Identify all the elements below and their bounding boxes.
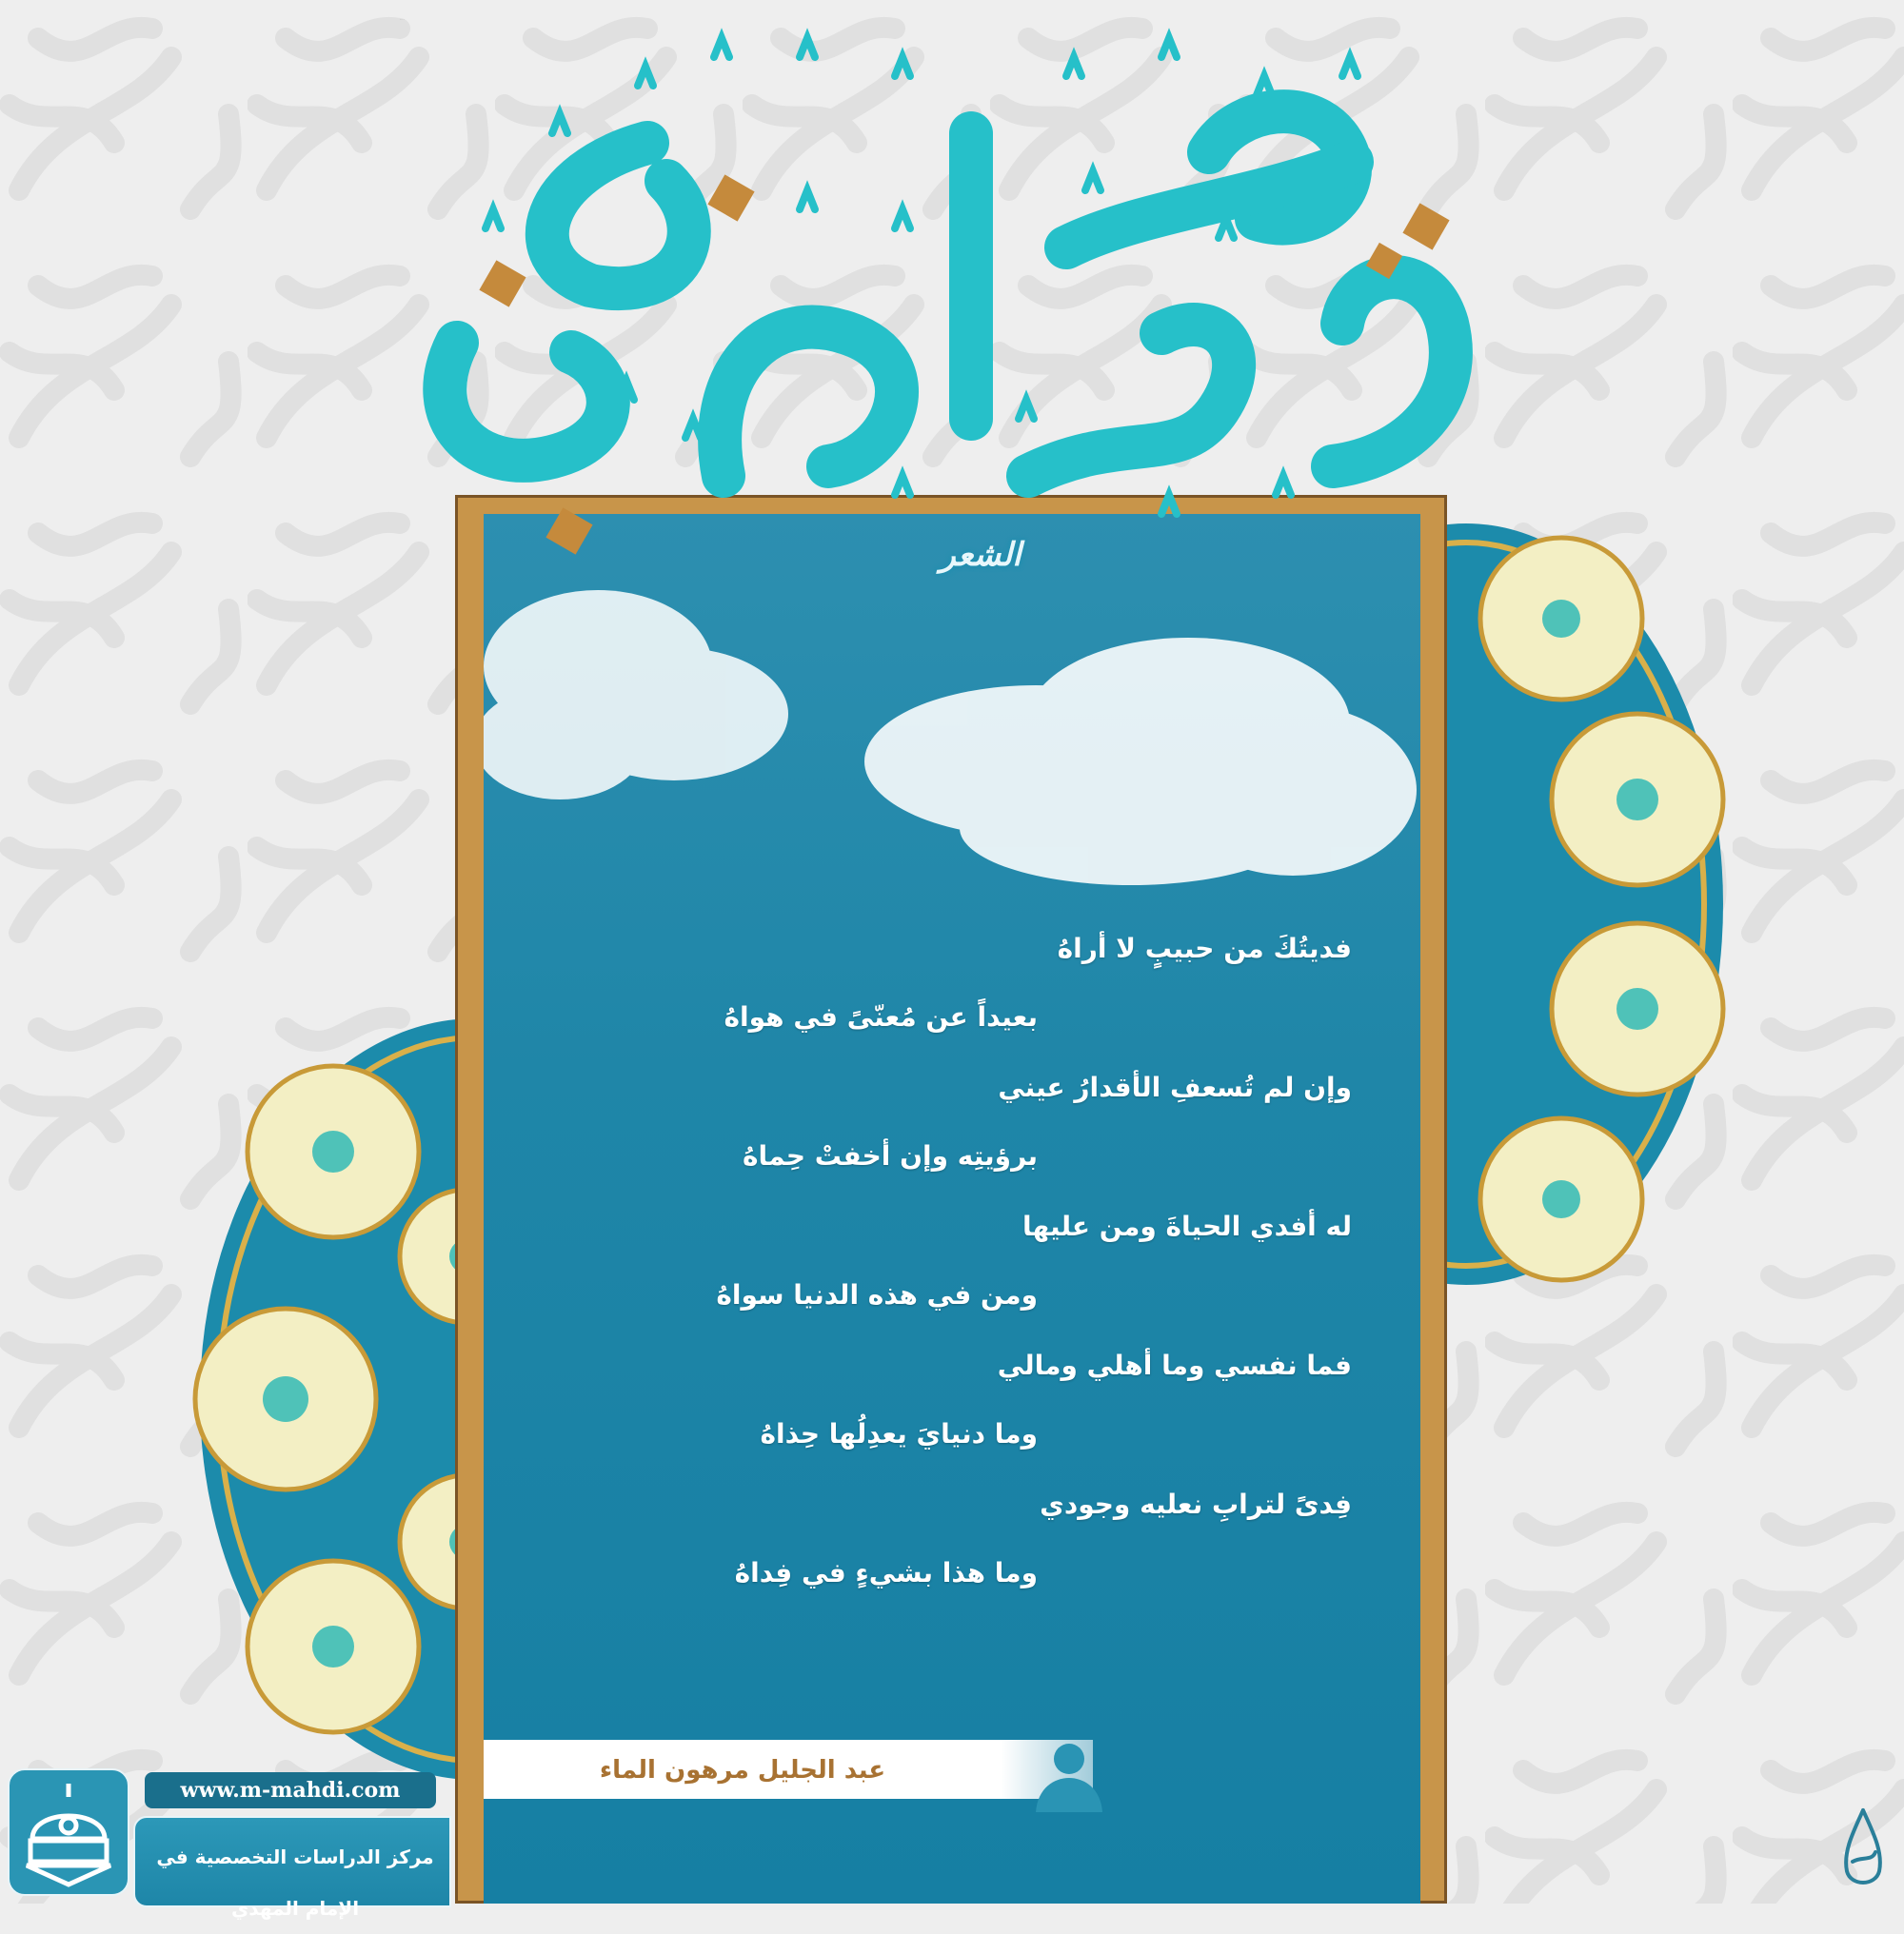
verse-8: وما دنيايَ يعدِلُها حِذاهُ — [760, 1418, 1038, 1450]
calligraphic-signature-icon — [1834, 1805, 1893, 1890]
verse-6: ومن في هذه الدنيا سواهُ — [716, 1279, 1038, 1311]
verse-1: فديتُكَ من حبيبٍ لا أراهُ — [1057, 933, 1352, 964]
verse-10: وما هذا بشيءٍ في فِداهُ — [734, 1557, 1038, 1589]
verse-4: برؤيتِه وإن أخفتْ حِماهُ — [743, 1140, 1038, 1172]
publisher-logo — [8, 1768, 129, 1896]
verse-5: له أفدي الحياةَ ومن عليها — [1022, 1211, 1352, 1242]
verse-9: فِدىً لترابِ نعليه وجودي — [1040, 1489, 1352, 1520]
verse-7: فما نفسي وما أهلي ومالي — [997, 1350, 1352, 1381]
website-url[interactable]: www.m-mahdi.com — [145, 1772, 436, 1808]
verse-3: وإن لم تُسعفِ الأقدارُ عيني — [998, 1072, 1352, 1103]
poem — [0, 933, 1352, 1666]
title-badge: الشعر — [940, 536, 1021, 574]
verse-2: بعيداً عن مُعنّىً في هواهُ — [724, 1001, 1038, 1033]
person-silhouette-icon — [1026, 1738, 1112, 1814]
author-name: عبد الجليل مرهون الماء — [599, 1756, 886, 1785]
mosque-dome-icon — [10, 1770, 128, 1894]
right-rosette-ornament — [1447, 514, 1733, 1294]
title-calligraphy — [400, 19, 1523, 609]
cloud-right — [845, 609, 1417, 923]
title-calligraphy-text — [400, 19, 406, 20]
publisher-name: مركز الدراسات التخصصية في الإمام المهدي — [156, 1845, 434, 1920]
